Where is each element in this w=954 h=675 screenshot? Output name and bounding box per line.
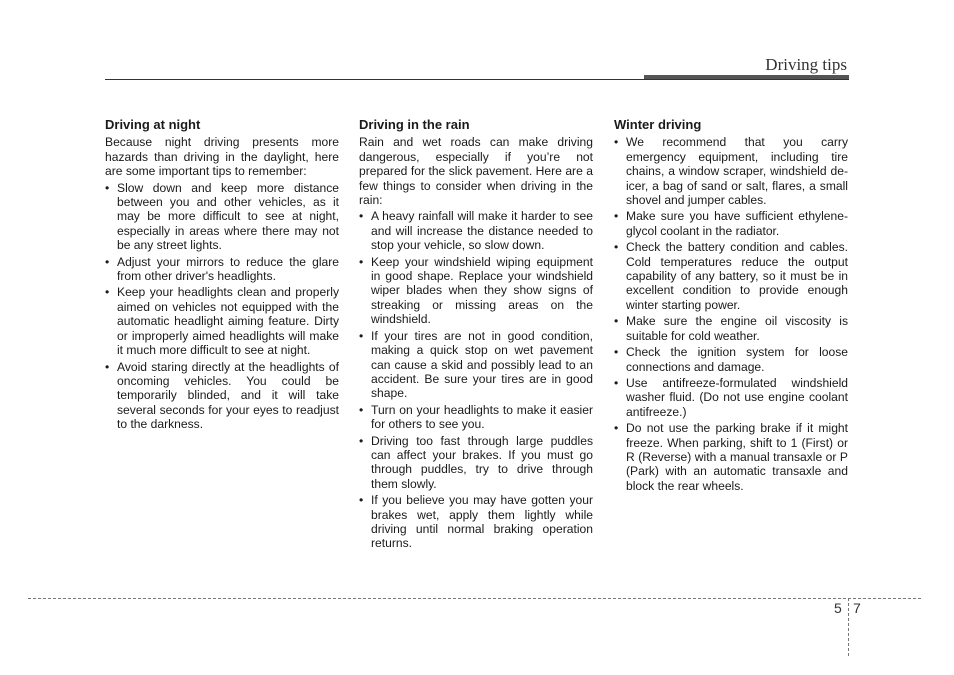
bullet-icon: •	[105, 285, 110, 300]
list-item	[359, 209, 593, 252]
column-driving-in-the-rain	[359, 118, 593, 553]
section-title: Driving tips	[765, 55, 847, 74]
list-item-text: Do not use the parking brake if it might freeze. When parking, shift to 1 (First) or R (Reverse) with a manual transaxle or P (Park) with an automatic transaxle and block the rear wheels.	[626, 421, 848, 493]
bullet-icon: •	[359, 433, 364, 448]
list-item-text: Keep your headlights clean and properly aimed on vehicles not equipped with the automatic headlight aiming feature. Dirty or improperly aimed headlights will make it much more difficult to see at night.	[117, 285, 339, 358]
list-item-text: Slow down and keep more distance between you and other vehicles, as it may be more difficult to see at night, especially in areas where there may not be any street lights.	[117, 180, 339, 253]
bullet-icon: •	[614, 345, 619, 360]
list-item-text: Use antifreeze-formulated windshield washer fluid. (Do not use engine coolant antifreeze.)	[626, 375, 848, 419]
bullet-icon: •	[359, 328, 364, 343]
column-heading: Driving in the rain	[359, 117, 470, 132]
list-item	[359, 403, 593, 432]
list-item	[105, 255, 339, 284]
list-item-text: Driving too fast through large puddles can affect your brakes. If you must go through puddles, try to drive through them slowly.	[371, 433, 593, 491]
list-item	[105, 360, 339, 432]
list-item	[359, 434, 593, 492]
column-driving-at-night	[105, 118, 339, 434]
section-number: 5	[834, 600, 842, 616]
bullet-icon: •	[614, 209, 619, 224]
list-item	[614, 135, 848, 207]
list-item	[614, 314, 848, 343]
list-item	[614, 240, 848, 312]
list-item-text: Make sure you have sufficient ethylene-glycol coolant in the radiator.	[626, 209, 848, 238]
list-item	[614, 345, 848, 374]
list-item	[105, 285, 339, 357]
page-number: 7	[853, 600, 861, 616]
bullet-icon: •	[359, 254, 364, 269]
intro-paragraph: Rain and wet roads can make driving dangerous, especially if you’re not prepared for the slick pavement. Here are a few things to consider when driving in the rain:	[359, 135, 593, 208]
list-item	[359, 493, 593, 551]
list-item-text: A heavy rainfall will make it harder to see and will increase the distance needed to stop your vehicle, so slow down.	[371, 209, 593, 253]
bullet-icon: •	[105, 254, 110, 269]
bullet-icon: •	[105, 359, 110, 374]
list-item	[359, 255, 593, 327]
footer-divider	[848, 598, 849, 656]
list-item-text: Make sure the engine oil viscosity is suitable for cold weather.	[626, 314, 848, 343]
column-winter-driving	[614, 118, 848, 495]
bullet-icon: •	[614, 314, 619, 329]
list-item	[614, 376, 848, 419]
list-item	[614, 209, 848, 238]
list-item-text: Adjust your mirrors to reduce the glare from other driver's headlights.	[117, 254, 339, 284]
list-item	[359, 329, 593, 401]
list-item	[614, 421, 848, 493]
bullet-icon: •	[359, 209, 364, 224]
header-rule	[105, 79, 849, 80]
list-item	[105, 181, 339, 253]
bullet-icon: •	[614, 240, 619, 255]
list-item-text: Turn on your headlights to make it easier for others to see you.	[371, 402, 593, 432]
bullet-icon: •	[614, 375, 619, 390]
bullet-icon: •	[614, 135, 619, 150]
column-heading: Driving at night	[105, 117, 201, 132]
list-item-text: Keep your windshield wiping equipment in good shape. Replace your windshield wiper blades when they show signs of streaking or missing areas on the windshield.	[371, 254, 593, 327]
footer-rule	[28, 598, 921, 599]
bullet-icon: •	[359, 402, 364, 417]
list-item-text: Check the ignition system for loose connections and damage.	[626, 345, 848, 374]
bullet-icon: •	[614, 421, 619, 436]
column-heading: Winter driving	[614, 117, 702, 132]
list-item-text: We recommend that you carry emergency equipment, including tire chains, a window scraper, windshield de-icer, a bag of sand or salt, flares, a small shovel and jumper cables.	[626, 135, 848, 208]
bullet-list	[359, 209, 593, 550]
bullet-list	[105, 181, 339, 432]
bullet-list	[614, 135, 848, 493]
list-item-text: Check the battery condition and cables. Cold temperatures reduce the output capability of any battery, so it must be in excellent condition to provide enough winter starting power.	[626, 240, 848, 312]
bullet-icon: •	[359, 493, 364, 508]
list-item-text: If your tires are not in good condition, making a quick stop on wet pavement can cause a skid and possibly lead to an accident. Be sure your tires are in good shape.	[371, 328, 593, 401]
bullet-icon: •	[105, 180, 110, 195]
list-item-text: Avoid staring directly at the headlights of oncoming vehicles. You could be temporarily blinded, and it will take several seconds for your eyes to readjust to the darkness.	[117, 359, 339, 432]
list-item-text: If you believe you may have gotten your brakes wet, apply them lightly while driving until normal braking operation returns.	[371, 493, 593, 551]
intro-paragraph: Because night driving presents more hazards than driving in the daylight, here are some important tips to remember:	[105, 135, 339, 179]
